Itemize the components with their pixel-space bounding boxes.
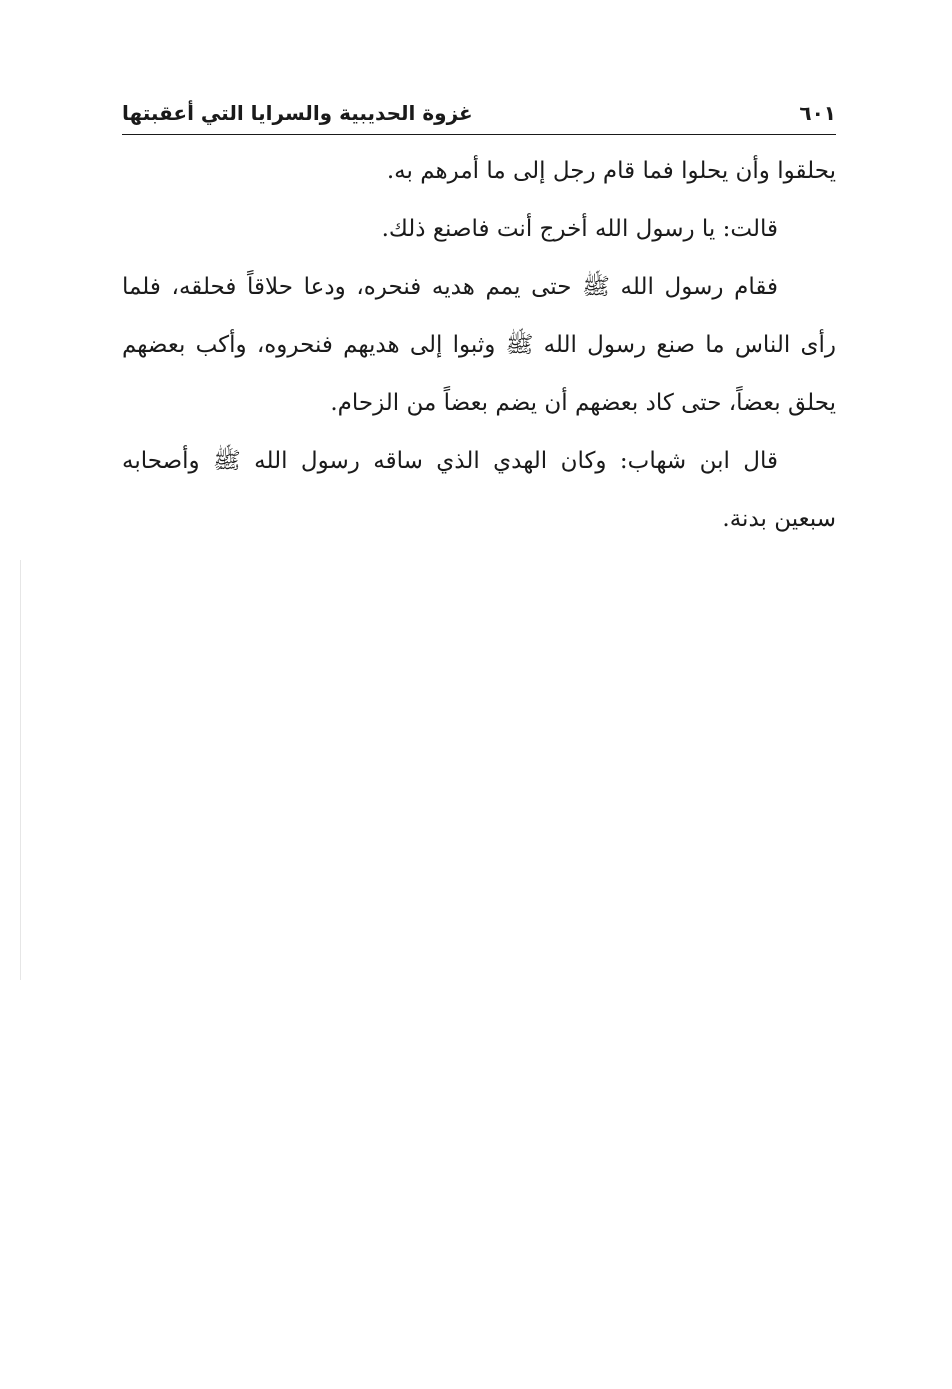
page-header bbox=[122, 96, 836, 130]
page-number: ٦٠١ bbox=[799, 101, 836, 125]
running-title: غزوة الحديبية والسرايا التي أعقبتها bbox=[122, 101, 473, 125]
paragraph: فقام رسول الله ﷺ حتى يمم هديه فنحره، ودعا حلاقاً فحلقه، فلما رأى الناس ما صنع رسول الله ﷺ وثبوا إلى هديهم فنحروه، وأكب بعضهم يحلق بعضاً، حتى كاد بعضهم أن يضم بعضاً من الزحام. bbox=[122, 274, 836, 416]
body-text bbox=[122, 142, 836, 548]
paragraph-continuation: يحلقوا وأن يحلوا فما قام رجل إلى ما أمرهم به. bbox=[386, 158, 836, 184]
header-divider bbox=[122, 134, 836, 135]
scan-edge-mark bbox=[20, 560, 21, 980]
paragraph: قال ابن شهاب: وكان الهدي الذي ساقه رسول الله ﷺ وأصحابه سبعين بدنة. bbox=[122, 448, 836, 532]
paragraph: قالت: يا رسول الله أخرج أنت فاصنع ذلك. bbox=[381, 216, 778, 242]
